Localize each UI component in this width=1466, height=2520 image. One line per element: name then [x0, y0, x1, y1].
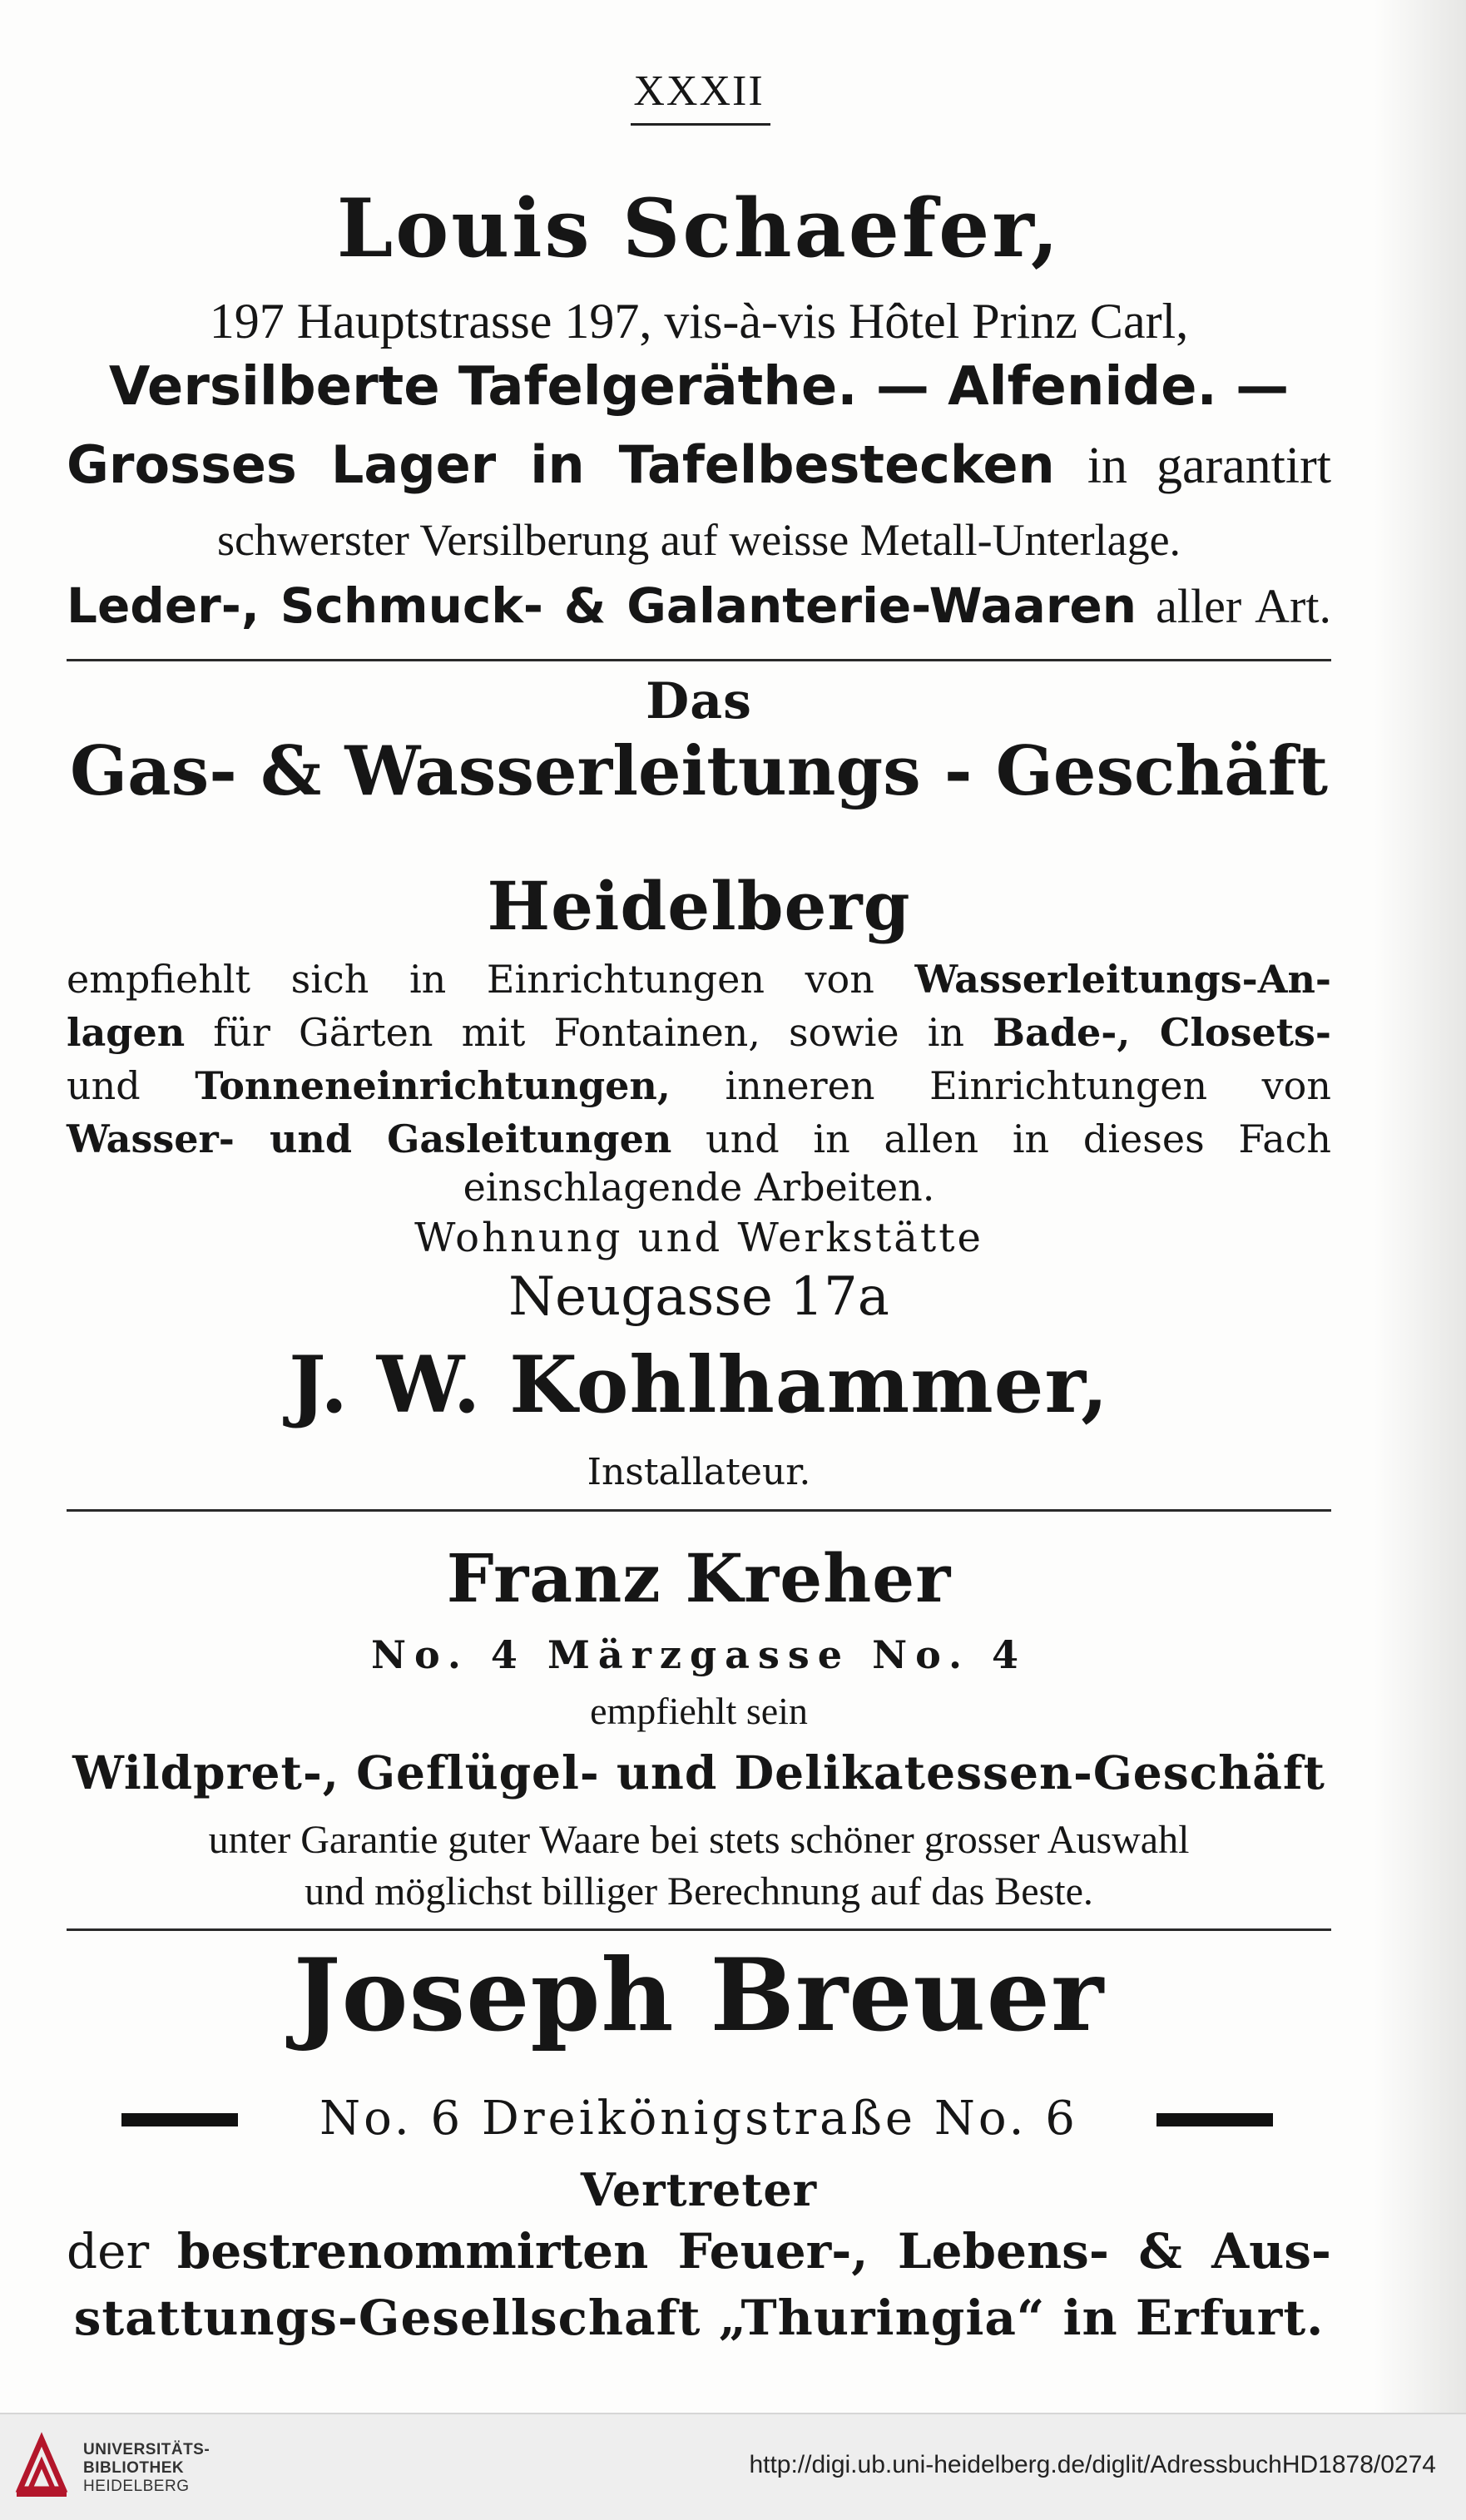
kohlhammer-das: Das — [646, 672, 752, 730]
kreher-line-1: unter Garantie guter Waare bei stets schöner grosser Auswahl — [208, 1818, 1190, 1862]
kohlhammer-body-line-2 — [67, 1010, 1331, 1055]
breuer-line-2: stattungs-Gesellschaft „Thuringia“ in Erfurt. — [73, 2290, 1325, 2346]
library-logo-icon — [12, 2431, 72, 2501]
logo-line-2: BIBLIOTHEK — [83, 2459, 185, 2477]
kohlhammer-body-line-1 — [67, 957, 1331, 1002]
breuer-role: Vertreter — [580, 2163, 818, 2216]
logo-line-3: HEIDELBERG — [83, 2478, 190, 2495]
kreher-address: No. 4 Märzgasse No. 4 — [370, 1632, 1028, 1677]
kohlhammer-address: Neugasse 17a — [508, 1266, 889, 1328]
body3-text-a: und — [67, 1063, 141, 1108]
breuer-left-bar — [121, 2113, 238, 2126]
body1-text: empfiehlt sich in Einrichtungen von — [67, 957, 874, 1002]
body1-bold: Wasserleitungs-An- — [914, 957, 1331, 1002]
divider-rule-3 — [67, 1928, 1331, 1931]
schaefer-line-versilberung: schwerster Versilberung auf weisse Metall-Unterlage. — [216, 515, 1181, 565]
source-url-link[interactable]: http://digi.ub.uni-heidelberg.de/diglit/AdressbuchHD1878/0274 — [749, 2451, 1436, 2478]
schaefer-lager-rest: in garantirt — [1087, 438, 1332, 494]
schaefer-line-tafelgeraethe: Versilberte Tafelgeräthe. — Alfenide. — — [108, 356, 1290, 418]
breuer-name: Joseph Breuer — [293, 1937, 1105, 2054]
breuer-right-bar — [1156, 2113, 1273, 2126]
kreher-line-2: und möglichst billiger Berechnung auf das Beste. — [305, 1869, 1093, 1914]
kreher-business: Wildpret-, Geflügel- und Delikatessen-Geschäft — [72, 1745, 1325, 1800]
body2-text: für Gärten mit Fontainen, sowie in — [213, 1010, 965, 1055]
page-number: XXXII — [633, 67, 765, 115]
schaefer-line-lager — [67, 434, 1331, 496]
kohlhammer-body-line-3 — [67, 1063, 1331, 1108]
schaefer-address: 197 Hauptstrasse 197, vis-à-vis Hôtel Prinz Carl, — [209, 294, 1189, 349]
library-logo-text — [83, 2441, 210, 2496]
kohlhammer-trade: Installateur. — [587, 1451, 811, 1493]
kohlhammer-title: Gas- & Wasserleitungs - Geschäft — [69, 732, 1329, 811]
schaefer-leder-rest: aller Art. — [1156, 579, 1331, 633]
body2-bold-b: Bade-, Closets- — [993, 1010, 1332, 1055]
page-number-underline — [631, 123, 770, 126]
kohlhammer-workshop-label: Wohnung und Werkstätte — [414, 1215, 983, 1261]
logo-line-1: UNIVERSITÄTS- — [83, 2441, 210, 2458]
body2-bold-a: lagen — [67, 1010, 186, 1055]
kohlhammer-name: J. W. Kohlhammer, — [289, 1339, 1109, 1431]
kohlhammer-body-line-5: einschlagende Arbeiten. — [463, 1165, 935, 1210]
kreher-name: Franz Kreher — [446, 1539, 952, 1617]
footer-bar — [0, 2413, 1466, 2520]
schaefer-lager-bold: Grosses Lager in Tafelbestecken — [67, 434, 1055, 495]
kohlhammer-city: Heidelberg — [487, 867, 911, 945]
body3-text-b: inneren Einrichtungen von — [725, 1063, 1331, 1108]
schaefer-line-leder — [67, 577, 1331, 634]
body4-bold: Wasser- und Gasleitungen — [67, 1116, 672, 1161]
body4-text: und in allen in dieses Fach — [706, 1116, 1332, 1161]
breuer-line1-text: der — [67, 2223, 150, 2280]
kreher-recommends: empfiehlt sein — [590, 1690, 808, 1732]
schaefer-name: Louis Schaefer, — [336, 181, 1062, 275]
body3-bold: Tonneneinrichtungen, — [195, 1063, 671, 1108]
kohlhammer-body-line-4 — [67, 1116, 1331, 1161]
breuer-line1-bold: bestrenommirten Feuer-, Lebens- & Aus- — [176, 2223, 1331, 2280]
schaefer-leder-bold: Leder-, Schmuck- & Galanterie-Waaren — [67, 577, 1137, 634]
divider-rule-1 — [67, 659, 1331, 661]
breuer-address: No. 6 Dreikönigstraße No. 6 — [319, 2092, 1078, 2146]
divider-rule-2 — [67, 1509, 1331, 1512]
breuer-line-1 — [67, 2223, 1331, 2280]
